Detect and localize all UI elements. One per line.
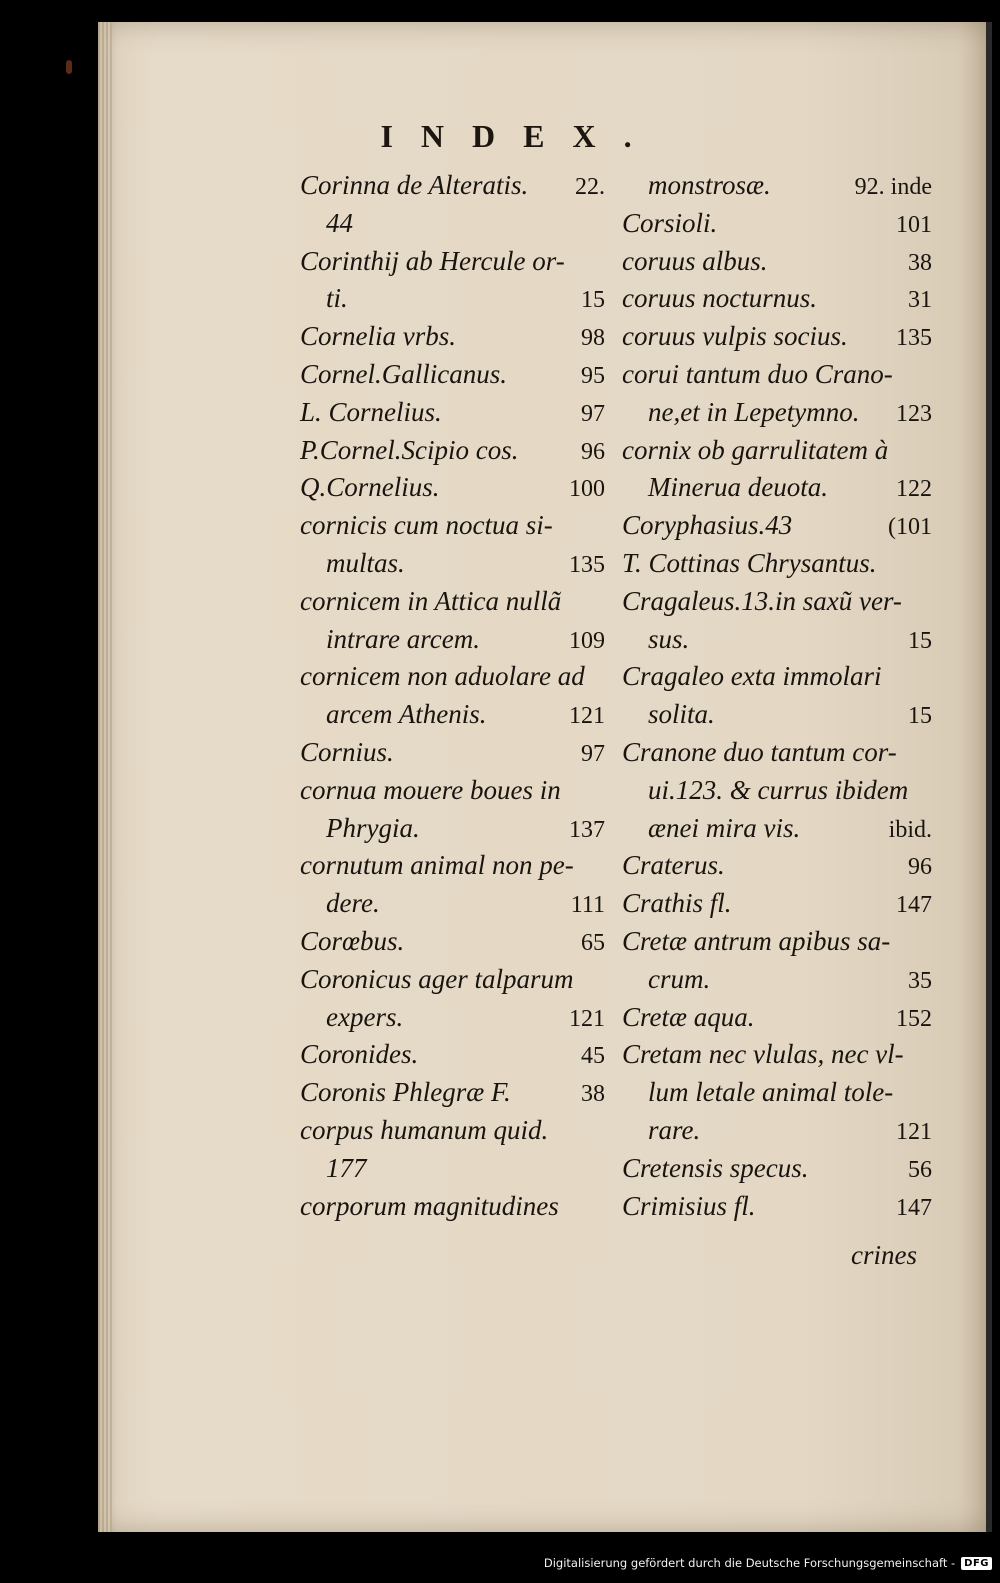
index-entry: [300, 1074, 605, 1112]
index-entry: [622, 394, 932, 432]
index-entry-page-number: 96: [581, 438, 605, 465]
index-entry-text: L. Cornelius.: [300, 396, 442, 427]
index-entry-text: Cornel.Gallicanus.: [300, 358, 507, 389]
index-entry: [300, 885, 605, 923]
index-entry-text: cornix ob garrulitatem à: [622, 434, 889, 465]
index-entry-page-number: 56: [908, 1156, 932, 1183]
index-entry-page-number: 121: [569, 1005, 605, 1032]
page-title: INDEX.: [380, 118, 660, 154]
index-entry: [622, 583, 932, 621]
index-column-left: [300, 167, 605, 1225]
index-entry: [300, 696, 605, 734]
index-entry: [622, 1188, 932, 1226]
index-entry-text: cornutum animal non pe-: [300, 850, 574, 881]
catchword: crines: [851, 1240, 917, 1270]
index-entry-page-number: 45: [581, 1043, 605, 1070]
index-entry: [300, 356, 605, 394]
index-entry-text: Cretæ aqua.: [622, 1001, 755, 1032]
index-entry: [300, 507, 605, 545]
index-entry-text: corui tantum duo Crano-: [622, 358, 893, 389]
index-entry: [622, 1036, 932, 1074]
index-entry: [300, 999, 605, 1037]
index-entry-text: Cragaleus.13.in saxũ ver-: [622, 585, 902, 616]
index-entry-page-number: 97: [581, 400, 605, 427]
index-entry-text: corpus humanum quid.: [300, 1114, 549, 1145]
index-entry: [300, 394, 605, 432]
index-entry-text: Cretam nec vlulas, nec vl-: [622, 1039, 904, 1070]
index-entry: [622, 696, 932, 734]
index-entry: [622, 810, 932, 848]
index-entry-text: dere.: [326, 888, 380, 919]
index-entry-page-number: 65: [581, 929, 605, 956]
index-entry-text: arcem Athenis.: [326, 699, 487, 730]
index-entry: [622, 356, 932, 394]
index-entry-text: ne,et in Lepetymno.: [648, 396, 860, 427]
index-entry: [300, 923, 605, 961]
page-gutter: [98, 22, 112, 1532]
index-entry-page-number: 100: [569, 476, 605, 503]
index-entry-text: T. Cottinas Chrysantus.: [622, 547, 877, 578]
index-entry: [300, 318, 605, 356]
index-entry-page-number: 109: [569, 627, 605, 654]
index-entry-text: crum.: [648, 963, 711, 994]
index-entry-text: monstrosæ.: [648, 170, 771, 200]
index-entry: [622, 469, 932, 507]
index-entry: [300, 810, 605, 848]
index-entry-text: solita.: [648, 699, 715, 730]
index-entry: [622, 205, 932, 243]
index-entry-text: cornicis cum noctua si-: [300, 510, 553, 541]
index-entry-page-number: 122: [896, 476, 932, 503]
index-entry-text: Corinthij ab Hercule or-: [300, 245, 565, 276]
index-entry-text: ti.: [326, 283, 348, 314]
index-entry-text: Cornelia vrbs.: [300, 321, 457, 352]
index-entry: [300, 1150, 605, 1188]
index-entry-text: Corinna de Alteratis.: [300, 170, 529, 200]
index-entry-text: 177: [326, 1152, 367, 1183]
index-entry-text: Cornius.: [300, 736, 394, 767]
index-entry: [300, 545, 605, 583]
index-entry-text: coruus nocturnus.: [622, 283, 817, 314]
index-entry-text: Coronicus ager talparum: [300, 963, 574, 994]
index-entry-text: lum letale animal tole-: [648, 1077, 894, 1108]
index-entry-text: Cragaleo exta immolari: [622, 661, 882, 692]
index-entry-page-number: 15: [908, 703, 932, 730]
index-entry-page-number: 22.: [575, 174, 605, 200]
index-entry-text: Cretæ antrum apibus sa-: [622, 925, 891, 956]
index-entry-text: cornicem non aduolare ad: [300, 661, 585, 692]
index-entry-page-number: ibid.: [888, 816, 932, 843]
index-entry: [300, 621, 605, 659]
index-entry-page-number: 152: [896, 1005, 932, 1032]
index-entry-text: Craterus.: [622, 850, 725, 881]
index-entry: [300, 1188, 605, 1226]
index-entry-page-number: 31: [908, 287, 932, 314]
index-entry-page-number: 96: [908, 854, 932, 881]
index-entry: [622, 772, 932, 810]
index-entry-text: Cretensis specus.: [622, 1152, 809, 1183]
index-entry-page-number: 121: [896, 1118, 932, 1145]
footer-text: Digitalisierung gefördert durch die Deutsche Forschungsgemeinschaft -: [543, 1556, 956, 1570]
index-entry-text: Coronides.: [300, 1039, 419, 1070]
index-entry: [300, 734, 605, 772]
index-entry-page-number: 101: [896, 211, 932, 238]
index-column-right: [622, 167, 932, 1225]
index-entry-text: Coryphasius.43: [622, 510, 793, 541]
index-entry: [300, 847, 605, 885]
index-entry-page-number: 95: [581, 362, 605, 389]
index-entry-page-number: 97: [581, 740, 605, 767]
index-entry: [300, 658, 605, 696]
index-entry-text: Coronis Phlegræ F.: [300, 1077, 511, 1108]
index-entry-text: Crimisius fl.: [622, 1190, 756, 1221]
index-entry-text: ui.123. & currus ibidem: [648, 774, 909, 805]
index-entry-text: Crathis fl.: [622, 888, 732, 919]
index-entry-page-number: 92. inde: [854, 174, 932, 200]
index-entry-page-number: 111: [570, 892, 605, 919]
index-entry-page-number: 121: [569, 703, 605, 730]
index-entry-text: rare.: [648, 1114, 701, 1145]
index-entry: [622, 507, 932, 545]
index-entry: [622, 545, 932, 583]
index-entry-page-number: 137: [569, 816, 605, 843]
index-entry-text: 44: [326, 207, 353, 238]
index-entry: [622, 243, 932, 281]
index-entry: [622, 280, 932, 318]
index-entry-text: Corœbus.: [300, 925, 405, 956]
index-entry: [300, 243, 605, 281]
index-entry: [300, 280, 605, 318]
index-entry-text: Minerua deuota.: [648, 472, 828, 503]
index-entry-page-number: 147: [896, 1194, 932, 1221]
ink-smudge: [66, 60, 72, 74]
index-entry-page-number: 123: [896, 400, 932, 427]
index-entry-text: cornua mouere boues in: [300, 774, 561, 805]
dfg-logo-icon: DFG: [961, 1557, 992, 1570]
index-entry-page-number: (101: [888, 514, 932, 541]
index-entry-text: Corsioli.: [622, 207, 718, 238]
index-entry: [300, 583, 605, 621]
index-entry-page-number: 15: [581, 287, 605, 314]
index-entry: [622, 621, 932, 659]
index-entry-text: corporum magnitudines: [300, 1190, 559, 1221]
index-entry: [622, 167, 932, 205]
index-entry: [622, 885, 932, 923]
index-entry-text: multas.: [326, 547, 405, 578]
index-entry-page-number: 147: [896, 892, 932, 919]
index-entry: [622, 999, 932, 1037]
index-entry-text: Phrygia.: [326, 812, 420, 843]
index-entry-page-number: 38: [581, 1081, 605, 1108]
index-entry: [622, 1112, 932, 1150]
index-entry: [622, 432, 932, 470]
index-entry-page-number: 35: [908, 967, 932, 994]
index-entry-text: expers.: [326, 1001, 404, 1032]
index-entry-text: coruus vulpis socius.: [622, 321, 848, 352]
index-entry-page-number: 15: [908, 627, 932, 654]
index-entry-page-number: 98: [581, 325, 605, 352]
index-entry: [622, 1150, 932, 1188]
digitization-footer: [0, 1543, 1000, 1583]
index-entry-text: Q.Cornelius.: [300, 472, 440, 503]
index-entry-text: P.Cornel.Scipio cos.: [300, 434, 519, 465]
index-entry-text: intrare arcem.: [326, 623, 480, 654]
page-right-edge: [986, 22, 992, 1532]
index-entry: [300, 469, 605, 507]
index-entry-text: coruus albus.: [622, 245, 768, 276]
index-entry: [300, 1112, 605, 1150]
index-entry-text: sus.: [648, 623, 690, 654]
index-entry-text: Cranone duo tantum cor-: [622, 736, 897, 767]
index-entry: [300, 205, 605, 243]
index-entry: [622, 318, 932, 356]
index-entry: [622, 961, 932, 999]
index-entry: [300, 1036, 605, 1074]
index-entry-page-number: 38: [908, 249, 932, 276]
index-entry: [300, 167, 605, 205]
index-entry-text: cornicem in Attica nullã: [300, 585, 562, 616]
index-entry-page-number: 135: [569, 551, 605, 578]
index-entry: [622, 658, 932, 696]
index-entry: [622, 923, 932, 961]
index-entry: [622, 734, 932, 772]
index-entry: [300, 772, 605, 810]
index-entry: [300, 961, 605, 999]
index-entry: [300, 432, 605, 470]
index-entry: [622, 847, 932, 885]
index-entry-text: ænei mira vis.: [648, 812, 801, 843]
index-entry: [622, 1074, 932, 1112]
index-entry-page-number: 135: [896, 325, 932, 352]
